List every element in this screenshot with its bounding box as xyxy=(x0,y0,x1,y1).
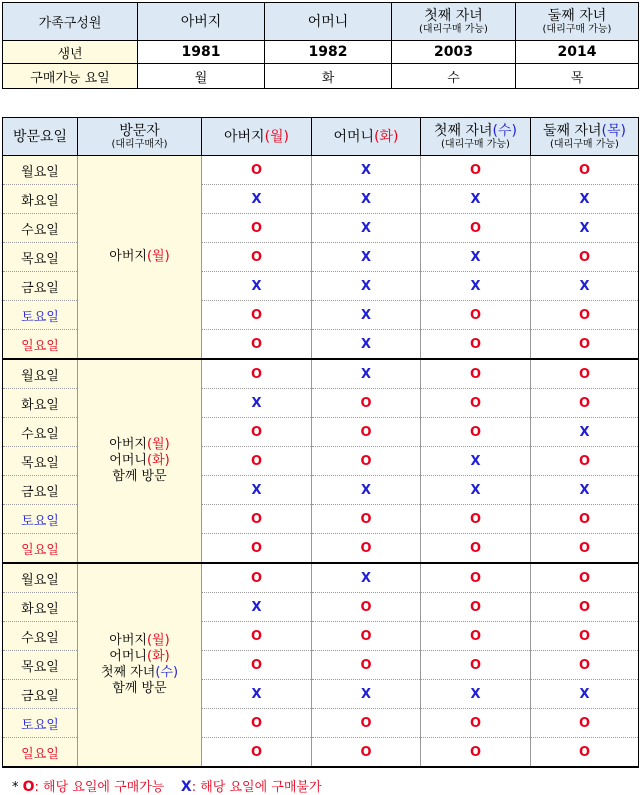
mark-available: O xyxy=(531,301,639,330)
mark-available: O xyxy=(312,593,421,622)
mark-unavailable: X xyxy=(312,680,421,709)
mark-available: O xyxy=(531,156,639,185)
mark-unavailable: X xyxy=(531,680,639,709)
purchase-day-child2: 목 xyxy=(516,64,639,89)
visit-day-cell: 화요일 xyxy=(3,185,78,214)
col-header-child2: 둘째 자녀(목) (대리구매 가능) xyxy=(531,118,639,156)
visit-day-cell: 화요일 xyxy=(3,593,78,622)
mark-available: O xyxy=(421,389,531,418)
mark-available: O xyxy=(531,243,639,272)
visit-day-cell: 일요일 xyxy=(3,534,78,564)
visit-day-cell: 금요일 xyxy=(3,680,78,709)
mark-unavailable: X xyxy=(312,185,421,214)
visitor-together: 함께 방문 xyxy=(112,681,167,696)
mark-available: O xyxy=(421,418,531,447)
visitor-cell xyxy=(78,359,202,563)
legend-o-symbol: O xyxy=(22,779,35,795)
visitor-cell xyxy=(78,156,202,360)
col-header-mother: 어머니(화) xyxy=(312,118,421,156)
mark-available: O xyxy=(421,622,531,651)
mark-unavailable: X xyxy=(312,563,421,593)
legend xyxy=(12,776,322,795)
mark-unavailable: X xyxy=(312,476,421,505)
col-header-visitor: 방문자 (대리구매자) xyxy=(78,118,202,156)
col-header-father: 아버지(월) xyxy=(202,118,312,156)
mark-available: O xyxy=(531,593,639,622)
mark-unavailable: X xyxy=(531,214,639,243)
mark-unavailable: X xyxy=(312,359,421,389)
mark-unavailable: X xyxy=(312,301,421,330)
mark-available: O xyxy=(312,418,421,447)
visitor-line: 아버지(월) xyxy=(109,633,170,648)
mark-unavailable: X xyxy=(312,272,421,301)
mark-available: O xyxy=(312,447,421,476)
mark-available: O xyxy=(421,301,531,330)
mark-available: O xyxy=(421,330,531,360)
visit-day-cell: 금요일 xyxy=(3,476,78,505)
family-table xyxy=(2,2,639,89)
visit-day-cell: 수요일 xyxy=(3,622,78,651)
mark-available: O xyxy=(202,243,312,272)
col-header-visit-day: 방문요일 xyxy=(3,118,78,156)
visit-day-cell: 일요일 xyxy=(3,330,78,360)
birth-year-mother: 1982 xyxy=(265,41,392,64)
legend-star: * xyxy=(12,780,19,795)
visitor-cell xyxy=(78,563,202,767)
mark-unavailable: X xyxy=(202,389,312,418)
visit-day-cell: 월요일 xyxy=(3,359,78,389)
mark-unavailable: X xyxy=(531,476,639,505)
visitor-line: 어머니(화) xyxy=(109,453,170,468)
visit-day-cell: 목요일 xyxy=(3,447,78,476)
visit-day-cell: 화요일 xyxy=(3,389,78,418)
mark-available: O xyxy=(421,534,531,564)
family-header-row xyxy=(3,3,639,41)
mark-available: O xyxy=(531,534,639,564)
mark-available: O xyxy=(312,651,421,680)
schedule-table xyxy=(2,117,639,768)
mark-available: O xyxy=(421,651,531,680)
visit-day-cell: 수요일 xyxy=(3,214,78,243)
mark-unavailable: X xyxy=(421,447,531,476)
schedule-row xyxy=(3,156,639,185)
purchase-day-mother: 화 xyxy=(265,64,392,89)
purchase-day-child1: 수 xyxy=(392,64,516,89)
mark-available: O xyxy=(202,651,312,680)
mark-available: O xyxy=(531,709,639,738)
mark-available: O xyxy=(202,738,312,768)
mark-available: O xyxy=(202,418,312,447)
mark-available: O xyxy=(531,389,639,418)
mark-unavailable: X xyxy=(202,272,312,301)
mark-available: O xyxy=(531,738,639,768)
member-header-child2: 둘째 자녀 (대리구매 가능) xyxy=(516,3,639,41)
mark-available: O xyxy=(531,622,639,651)
visit-day-cell: 토요일 xyxy=(3,505,78,534)
visit-day-cell: 목요일 xyxy=(3,651,78,680)
mark-unavailable: X xyxy=(421,476,531,505)
visit-day-cell: 월요일 xyxy=(3,563,78,593)
member-header-child1: 첫째 자녀 (대리구매 가능) xyxy=(392,3,516,41)
visit-day-cell: 수요일 xyxy=(3,418,78,447)
mark-unavailable: X xyxy=(531,185,639,214)
mark-available: O xyxy=(202,505,312,534)
purchase-day-row xyxy=(3,64,639,89)
legend-o-text: : 해당 요일에 구매가능 xyxy=(34,780,165,795)
birth-year-father: 1981 xyxy=(138,41,265,64)
mark-available: O xyxy=(202,709,312,738)
visitor-line: 아버지(월) xyxy=(109,249,170,264)
birth-year-row xyxy=(3,41,639,64)
mark-unavailable: X xyxy=(312,156,421,185)
mark-available: O xyxy=(421,593,531,622)
visitor-line: 어머니(화) xyxy=(109,649,170,664)
mark-available: O xyxy=(312,534,421,564)
mark-unavailable: X xyxy=(531,418,639,447)
mark-unavailable: X xyxy=(421,185,531,214)
visit-day-cell: 목요일 xyxy=(3,243,78,272)
mark-available: O xyxy=(421,709,531,738)
mark-available: O xyxy=(421,738,531,768)
visitor-line: 첫째 자녀(수) xyxy=(100,665,179,680)
mark-available: O xyxy=(531,563,639,593)
mark-unavailable: X xyxy=(312,243,421,272)
mark-available: O xyxy=(312,505,421,534)
mark-available: O xyxy=(531,447,639,476)
visit-day-cell: 토요일 xyxy=(3,301,78,330)
purchase-day-father: 월 xyxy=(138,64,265,89)
mark-unavailable: X xyxy=(202,185,312,214)
purchase-day-label: 구매가능 요일 xyxy=(3,64,138,89)
legend-x-text: : 해당 요일에 구매불가 xyxy=(191,780,322,795)
mark-available: O xyxy=(202,301,312,330)
mark-available: O xyxy=(312,709,421,738)
member-header-mother: 어머니 xyxy=(265,3,392,41)
mark-available: O xyxy=(312,622,421,651)
mark-available: O xyxy=(421,214,531,243)
mark-unavailable: X xyxy=(202,680,312,709)
birth-year-child1: 2003 xyxy=(392,41,516,64)
mark-available: O xyxy=(531,330,639,360)
visitor-together: 함께 방문 xyxy=(112,469,167,484)
mark-unavailable: X xyxy=(421,680,531,709)
schedule-row xyxy=(3,359,639,389)
mark-available: O xyxy=(531,651,639,680)
schedule-header-row xyxy=(3,118,639,156)
mark-unavailable: X xyxy=(421,243,531,272)
visit-day-cell: 월요일 xyxy=(3,156,78,185)
visit-day-cell: 금요일 xyxy=(3,272,78,301)
mark-available: O xyxy=(202,214,312,243)
member-header-father: 아버지 xyxy=(138,3,265,41)
mark-available: O xyxy=(202,534,312,564)
mark-available: O xyxy=(202,563,312,593)
mark-available: O xyxy=(312,389,421,418)
mark-unavailable: X xyxy=(312,330,421,360)
mark-unavailable: X xyxy=(421,272,531,301)
mark-available: O xyxy=(202,622,312,651)
visit-day-cell: 토요일 xyxy=(3,709,78,738)
mark-available: O xyxy=(312,738,421,768)
mark-available: O xyxy=(421,359,531,389)
mark-available: O xyxy=(421,505,531,534)
legend-x-symbol: X xyxy=(180,779,192,795)
mark-unavailable: X xyxy=(202,476,312,505)
birth-year-child2: 2014 xyxy=(516,41,639,64)
mark-available: O xyxy=(531,359,639,389)
mark-available: O xyxy=(202,359,312,389)
birth-year-label: 생년 xyxy=(3,41,138,64)
visit-day-cell: 일요일 xyxy=(3,738,78,768)
mark-unavailable: X xyxy=(312,214,421,243)
visitor-line: 아버지(월) xyxy=(109,437,170,452)
mark-unavailable: X xyxy=(202,593,312,622)
mark-available: O xyxy=(202,330,312,360)
mark-available: O xyxy=(421,156,531,185)
mark-available: O xyxy=(202,447,312,476)
schedule-row xyxy=(3,563,639,593)
col-header-child1: 첫째 자녀(수) (대리구매 가능) xyxy=(421,118,531,156)
mark-available: O xyxy=(421,563,531,593)
mark-available: O xyxy=(531,505,639,534)
mark-unavailable: X xyxy=(531,272,639,301)
family-header-label: 가족구성원 xyxy=(3,3,138,41)
mark-available: O xyxy=(202,156,312,185)
